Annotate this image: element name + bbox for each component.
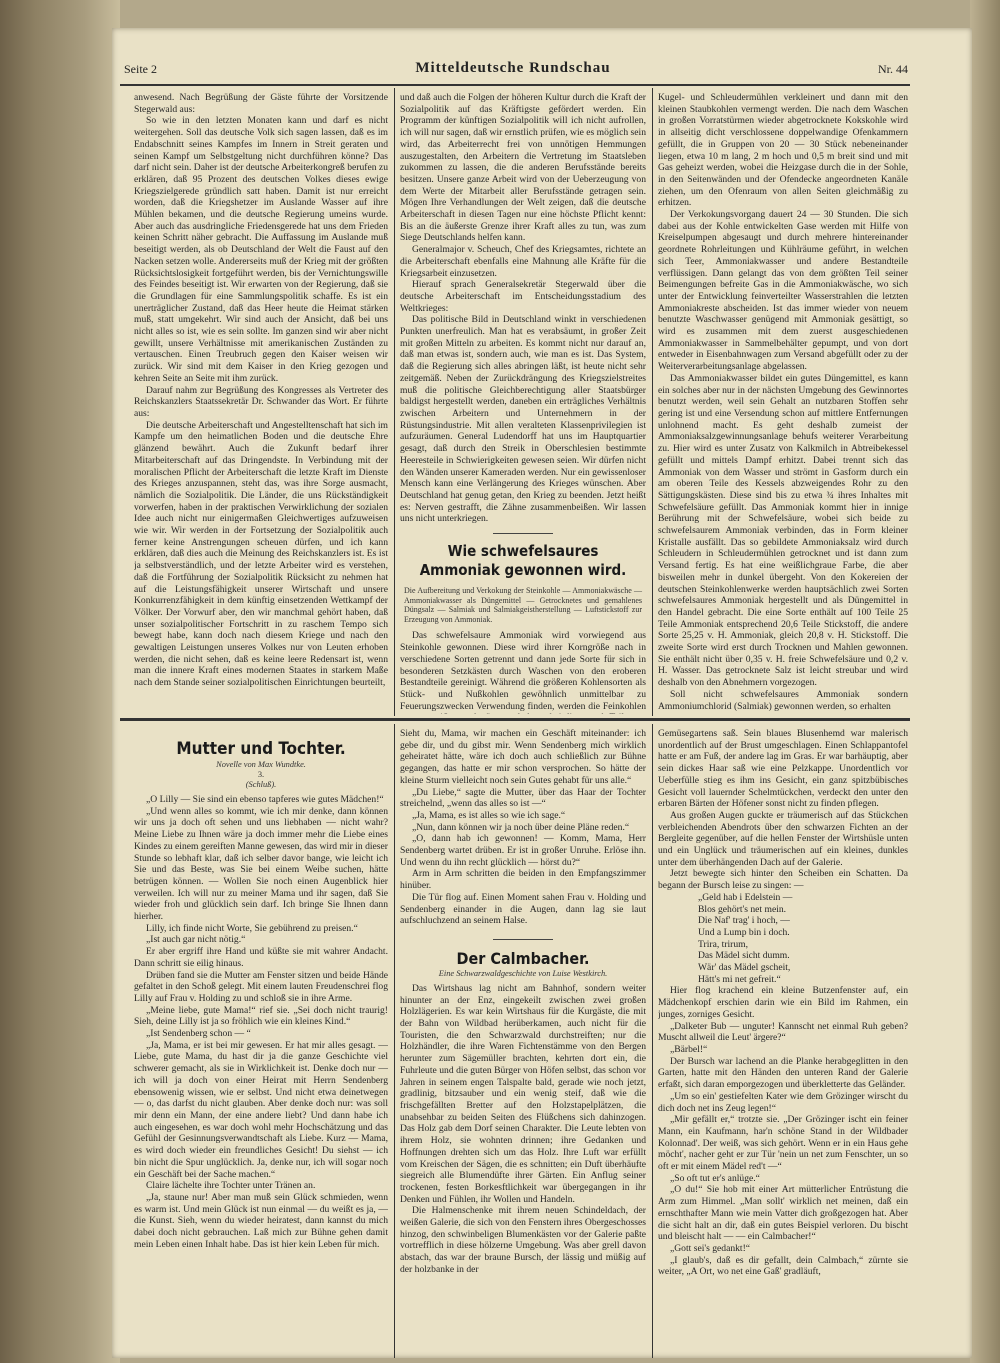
story-title: Der Calmbacher.	[456, 948, 590, 968]
story-subtitle: Eine Schwarzwaldgeschichte von Luise Westkirch.	[438, 968, 608, 978]
poem-line: Blos gehört's net mein.	[698, 903, 787, 915]
paragraph: „Ist auch gar nicht nötig.“	[146, 934, 246, 946]
paragraph: Das schwefelsaure Ammoniak wird vorwiegend aus Steinkohle gewonnen. Diese wird ihrer Korngröße nach in verschiedene Sorten getrennt und dann jede Sorte für sich in besonderen Setzkästen durch Waschen von den eroberen Bestandteile gereinigt. Während die größeren Kohlensorten als Stück- und Nußkohlen gewöhnlich unmittelbar zu Feuerungszwecken Verwendung finden, werden die Feinkohlen	[400, 630, 646, 712]
paragraph: und daß auch die Folgen der höheren Kultur durch die Kraft der Sozialpolitik auf das Kräftigste gefördert werden. Ein Programm der künftigen Sozialpolitik will ich nicht aufrollen, ich will nur sagen, daß wir ernstlich prüfen, wie es möglich sein wird, das Arbeiterrecht frei von unnötigen Hemmungen auszugestalten, den Arbeitern die Vertretung im Staatsleben zukommen zu lassen, die die anderen Berufsstände bereits besitzen. Unsere ganze Arbeit wird von der Ueberzeugung von dem Werte der Mitarbeit aller Berufsstände getragen sein. Mögen Ihre Verhandlungen der Welt zeigen, daß die deutsche Arbeiterschaft in diesen Tagen nur eine höchste Pflicht kennt: Bis an die äußerste Grenze ihrer Kraft alles zu tun, was zum Siege Deutschlands helfen kann.	[400, 92, 646, 244]
paragraph: „Dalketer Bub — unguter! Kannscht net einmal Ruh geben? Muscht allweil die Leut' ärgere?“	[658, 1020, 908, 1044]
story-note: (Schluß).	[245, 780, 277, 789]
poem-line: Die Naf' trag' i hoch, —	[698, 915, 790, 927]
paragraph: Die Tür flog auf. Einen Moment sahen Frau v. Holding und Sendenberg einander in die Augen, dann lag sie laut aufschluchzend an seinem Halse.	[400, 891, 646, 927]
paragraph: Die Halmenschenke mit ihrem neuen Schindeldach, der weißen Galerie, die sich von den Fenstern ihres Obergeschosses hinzog, den schwinbeligen Blumenkästen vor der Galerie paßte vortrefflich in diese hölzerne Umgebung. Was aber grell davon abstach, das war der braune Bursch, der lässig und müßig auf der holzbanke in der	[400, 1205, 646, 1275]
paragraph: „Ja, Mama, es ist alles so wie ich sage.“	[412, 809, 566, 821]
paragraph: „Gott sei's gedankt!“	[670, 1242, 751, 1254]
paragraph: Drüben fand sie die Mutter am Fenster sitzen und beide Hände gefaltet in den Schoß gelegt. Mit einem lauten Freudenschrei flog Lilly auf Frau v. Holding zu und schloß sie in ihre Arme.	[134, 969, 388, 1004]
paragraph: Gemüsegartens saß. Sein blaues Blusenhemd war malerisch unordentlich auf der Brust umgeschlagen. Einen Schlappantofel hatte er am Fuß, der andere lag im Gras. Er war barhäuptig, aber sein dickes Haar saß wie eine Pelzkappe. Unordentlich vor Ueberfülle stieg es ihm ins Gesicht, ein ganz spitzbübisches Gesicht voll lauernder Schelmtückchen, verdeckt den unter den erbaren Bärten der Höfener sonst nicht zu finden pflegen.	[658, 728, 908, 810]
paragraph: „Mir gefällt er,“ trotzte sie. „Der Grözinger ischt ein feiner Mann, ein Kaufmann, har'n schöne Stand in der Wildbader Kolonnad'. Der weiß, was sich gehört. Wenn er in ein Haus gehe möcht', nacher geht er zur Tür 'nein un net zum Fenschter, un so oft er mit einem Mädel red't —“	[658, 1114, 908, 1173]
article-separator	[493, 533, 553, 534]
paragraph: Soll nicht schwefelsaures Ammoniak sondern Ammoniumchlorid (Salmiak) gewonnen werden, so erhalten	[658, 688, 908, 712]
poem-line: Und a Lump bin i doch.	[698, 926, 790, 938]
paragraph: Jetzt bewegte sich hinter den Scheiben ein Schatten. Da begann der Bursch leise zu singen: —	[658, 868, 908, 892]
paragraph: So wie in den letzten Monaten kann und darf es nicht weitergehen. Soll das deutsche Volk sich sagen lassen, daß es im Endabschnitt seines Kampfes im Innern in Streit geraten und seinen Kampf um Selbstgeltung nicht durchführen könne? Das darf nicht sein. Daher ist der deutsche Arbeiterkongreß berufen zu erklären, daß 95 Prozent des deutschen Volkes dieses ewige Kriegszielgerede gründlich satt haben. Damit ist nur erreicht worden, daß die Kriegshetzer im Auslande Wasser auf ihre Mühlen bekamen, und die deutsche Regierung umeins wurde. Aber auch das ausdringliche Friedensgerede hat uns dem Frieden keinen Schritt näher gebracht. Die Auffassung im Auslande muß beseitigt werden, als ob Deutschland der Welt die Faust auf den Nacken setzen wolle. Andererseits muß der Krieg mit der größten Rücksichtslosigkeit fortgeführt werden, bis der Vernichtungswille des Feindes beseitigt ist. Wir erwarten von der Regierung, daß sie die Grundlagen für eine Sammlungspolitik schaffe. Es ist ein unerträglicher Zustand, daß das Heer heute die Heimat stärken muß, statt umgekehrt. Wir sind auch der Ansicht, daß bei uns nicht alles so ist, wie es sein sollte. Im ganzen sind wir aber nicht gewillt, unsere Verhältnisse mit amerikanischen Zuständen zu vertauschen. Einen Treubruch gegen den Kaiser weisen wir zurück. Wir sind mit dem Kaiser in den Krieg gezogen und kehren Seite an Seite mit ihm zurück.	[134, 115, 388, 384]
article-title: Wie schwefelsaures Ammoniak gewonnen wird.	[419, 542, 627, 580]
paragraph: Das Ammoniakwasser bildet ein gutes Düngemittel, es kann ein solches aber nur in der nächsten Umgebung des Gewinnortes benutzt werden, weil sein Gehalt an nutzbaren Stoffen sehr gering ist und eine Versendung schon auf mittlere Entfernungen unlohnend macht. Es geht deshalb zumeist der Ammoniaksalzgewinnungsanlage behufs weiterer Verarbeitung zu. Hier wird es unter Zusatz von Kalkmilch in Abtreibekessel gefüllt und mittels Dampf erhitzt. Dabei trennt sich das Ammoniak von dem Wasser und strömt in Gasform durch ein am oberen Teile des Kessels abzweigendes Rohr zu den Sättigungskästen. Diese sind bis zu etwa ¾ ihres Inhaltes mit Schwefelsäure gefüllt. Das Ammoniak kommt hier in innige Berührung mit der Schwefelsäure, wobei sich beide zu schwefelsaurem Ammoniak verbinden, das in Form kleiner Kristalle ausfällt. Das so gebildete Ammoniaksalz wird durch Schleudern in Schleudermühlen getrocknet und ist dann zum Versand fertig. Es hat eine weißlichgraue Farbe, die aber bisweilen mehr in dunkel übergeht. Von den Kokereien der deutschen Steinkohlenwerke werden hauptsächlich zwei Sorten schwefelsaures Ammoniak hergestellt und als Düngemittel in den Handel gebracht. Die eine Sorte enthält auf 100 Teile 25 Teile Ammoniak entsprechend 20,6 Teile Stickstoff, die andere Sorte 25,25 v. H. Ammoniak, gleich 20,8 v. H. Stickstoff. Die zweite Sorte wird erst durch Trocknen und Mahlen gewonnen. Sie enthält nicht über 0,35 v. H. freie Schwefelsäure und 0,2 v. H. Wasser. Das getrocknete Salz ist leicht streubar und wird deshalb von den Abnehmern vorgezogen.	[658, 372, 908, 689]
header-rule	[120, 84, 910, 86]
poem-line: Wär' das Mädel gscheit,	[698, 962, 791, 974]
paragraph: Hier flog krachend ein kleine Butzenfenster auf, ein Mädchenkopf erschien darin wie ein Bild im Rahmen, ein junges, zorniges Gesicht.	[658, 985, 908, 1020]
paragraph: Kugel- und Schleudermühlen verkleinert und dann mit den kleinen Staubkohlen vermengt werden. Die nach dem Waschen in großen Vorratstürmen wieder abgetrocknete Kokskohle wird in allseitig dicht verschlossene doppelwandige Ofenkammern gefüllt, die in Gruppen von 20 — 30 Stück nebeneinander liegen, etwa 10 m lang, 2 m hoch und 0,5 m breit sind und mit Gas geheizt werden, wobei die Heizgase durch die in der Sohle, in den Seitenwänden und der Ofendecke angeordneten Kanäle ziehen, um den Ofenraum von allen Seiten gleichmäßig zu erhitzen.	[658, 92, 908, 209]
bottom-column-2	[400, 728, 646, 1356]
poem-line: Hätt's mi net gefreit.“	[698, 973, 781, 985]
poem-line: „Geld hab i Edelstein —	[698, 891, 793, 903]
paragraph: Darauf nahm zur Begrüßung des Kongresses als Vertreter des Reichskanzlers Staatssekretär Dr. Schwander das Wort. Er führte aus:	[134, 384, 388, 419]
poem-line: Trira, trirum,	[698, 938, 749, 950]
bottom-column-1	[134, 728, 388, 1356]
story-part: 3.	[257, 770, 265, 779]
story-title: Mutter und Tochter.	[176, 739, 346, 759]
article-separator	[493, 939, 553, 940]
poem-line: Das Mädel sicht dumm.	[698, 950, 790, 962]
paragraph: „Ja, Mama, er ist bei mir gewesen. Er hat mir alles gesagt. — Liebe, gute Mama, du hast dir ja die ganze Geschichte viel schwerer gemacht, als sie in Wirklichkeit ist. Denke doch nur — ich will ja doch von einer Heirat mit Herrn Sendenberg ebensowenig wissen, wie er selbst. Und nicht etwa deinetwegen — o, das darfst du nicht glauben. Aber denke doch nur: was soll mir denn ein Mann, der eine andere liebt? Und dann habe ich auch eingesehen, es war doch wohl mehr Hochschätzung und das Gefühl der Gesinnungsverwandtschaft als Liebe. Kurz — Mama, es wird doch wieder ein freundliches Gesicht! Du siehst — ich bin nicht die Spur unglücklich. Ja, denke nur, ich will sogar noch ein Geschäft bei der Sache machen.“	[134, 1039, 388, 1180]
paragraph: „Und wenn alles so kommt, wie ich mir denke, dann können wir uns ja doch oft sehen und uns liebhaben — nicht wahr? Meine Liebe zu Ihnen wäre ja doch immer mehr die Liebe eines Kindes zu einem gereiften Manne gewesen, das wird mir in dieser Stunde so lebhaft klar, daß ich selber davor bange, wie leicht ich Sie und das Beste, was Sie bei einem Weibe suchen, hätte betrügen können. — Wollen Sie noch einen Augenblick hier verweilen. Ich will nur zu meiner Mama und ihr sagen, daß Sie wieder froh und glücklich sein darf. Ich bringe Sie Ihnen dann hierher.	[134, 805, 388, 923]
column-divider	[394, 724, 395, 1358]
section-rule	[120, 718, 910, 721]
paragraph: Er aber ergriff ihre Hand und küßte sie mit wahrer Andacht. Dann schritt sie eilig hinaus.	[134, 946, 388, 969]
paragraph: Arm in Arm schritten die beiden in den Empfangszimmer hinüber.	[400, 868, 646, 892]
paragraph: „Nun, dann können wir ja noch über deine Pläne reden.“	[412, 821, 630, 833]
paragraph: anwesend. Nach Begrüßung der Gäste führte der Vorsitzende Stegerwald aus:	[134, 92, 388, 115]
paragraph: Generalmajor v. Scheuch, Chef des Kriegsamtes, richtete an die Arbeiterschaft ebenfalls eine Mahnung alle Kräfte für die Kriegsarbeit einzusetzen.	[400, 244, 646, 279]
page-edge	[970, 0, 1000, 1363]
column-divider	[394, 88, 395, 716]
paragraph: „O Lilly — Sie sind ein ebenso tapferes wie gutes Mädchen!“	[146, 794, 384, 805]
paragraph: „Um so ein' gestiefelten Kater wie dem Grözinger wirscht du dich doch net ins Zeug legen!“	[658, 1090, 908, 1114]
page-number: Seite 2	[124, 62, 157, 76]
book-binding	[0, 0, 120, 1363]
story-subtitle: Novelle von Max Wundtke.	[216, 760, 306, 769]
paragraph: „Du Liebe,“ sagte die Mutter, über das Haar der Tochter streichelnd, „wenn das alles so ist —“	[400, 786, 646, 810]
top-column-1	[134, 92, 388, 714]
paragraph: „Meine liebe, gute Mama!“ rief sie. „Sei doch nicht traurig! Sieh, deine Lilly ist ja so fröhlich wie ein kleines Kind.“	[134, 1004, 388, 1028]
column-divider	[652, 724, 653, 1358]
paragraph: Das politische Bild in Deutschland winkt in verschiedenen Punkten unerfreulich. Man hat es verabsäumt, in großer Zeit mit großen Mitteln zu arbeiten. Es kommt nicht nur darauf an, daß man etwas ist, sondern auch, wie man es ist. Das System, daß die Regierung sich alles abringen läßt, ist heute nicht sehr zeitgemäß. Neben der Zurückdrängung des Kriegszielstreites muß die politische Gleichberechtigung aller Staatsbürger baldigst hergestellt werden, daneben ein erträgliches Verhältnis zwischen Arbeitern und Unternehmern in der Rüstungsindustrie. Mit allen veralteten Klassenprivilegien ist aufzuräumen. General Ludendorff hat uns im Hauptquartier gesagt, daß durch den Streik in Oberschlesien bestimmte Heeresteile in Schwierigkeiten gewesen seien. Wir dürfen nicht den Wänden unserer Kameraden werden. Nur ein gewissenloser Mensch kann eine Verlängerung des Krieges wünschen. Aber Deutschland hat genug getan, den Krieg zu beenden. Jetzt heißt es: Nerven gestrafft, die Zähne zusammenbeißen. Wir lassen uns nicht unterkriegen.	[400, 314, 646, 525]
paragraph: „I glaub's, daß es dir gefallt, dein Calmbach,“ zürnte sie weiter, „A Ort, wo net eine Gaß' gradläuft,	[658, 1254, 908, 1278]
top-column-2	[400, 92, 646, 714]
paragraph: Der Verkokungsvorgang dauert 24 — 30 Stunden. Die sich dabei aus der Kohle entwickelten Gase werden mit Hilfe von Kreiselpumpen abgesaugt und durch mehrere hintereinander geordnete Rohrleitungen und Kühlräume geführt, in welchen sich Teer, Ammoniakwasser und andere Bestandteile verflüssigen. Dann gelangt das von dem größten Teil seiner Beimengungen befreite Gas in die Ammoniakwäsche, wo sich unter der Entwicklung feinverteilter Wasserstrahlen die letzten Ammoniakreste abscheiden. Ist das immer wieder von neuem benutzte Waschwasser genügend mit Ammoniak gesättigt, so wird es zusammen mit dem zuerst ausgeschiedenen Ammoniakwasser in Sammelbehälter gepumpt, und von dort entweder in Eisenbahnwagen zum Versand abgefüllt oder zu der Weiterverarbeitungsanlage abgelassen.	[658, 209, 908, 373]
issue-number: Nr. 44	[878, 62, 908, 76]
paragraph: Sieht du, Mama, wir machen ein Geschäft miteinander: ich gebe dir, und du gibst mir. Wenn Sendenberg mich wirklich geheiratet hätte, wäre ich doch auch schließlich zur Bühne gegangen, das hatte er mir schon versprochen. So hätte der kleine Sturm vielleicht noch sein Gutes gehabt für uns alle.“	[400, 728, 646, 786]
paragraph: „O du!“ Sie hob mit einer Art mütterlicher Entrüstung die Arm zum Himmel. „Man sollt' wirklich net meinen, daß ein ernschthafter Mann wie mein Vatter dich großgezogen hat. Aber die sicht halt an dir, daß ein gutes Beispiel verloren. Du bischt und bleischt halt — — ein Calmbacher!“	[658, 1184, 908, 1243]
paragraph: „So oft tut er's anlüge.“	[670, 1172, 760, 1184]
article-lead: Die Aufbereitung und Verkokung der Steinkohle — Ammoniakwäsche — Ammoniakwasser als Düngemittel — Getrocknetes und gemahlenes Düngsalz — Salmiak und Salmiakgeistherstellung — Luftstickstoff zur Erzeugung von Ammoniak.	[404, 586, 642, 624]
paragraph: Hierauf sprach Generalsekretär Stegerwald über die deutsche Arbeiterschaft im Entscheidungsstadium des Weltkrieges:	[400, 279, 646, 314]
paragraph: „Bärbel!“	[670, 1043, 708, 1055]
top-column-3	[658, 92, 908, 714]
paragraph: Die deutsche Arbeiterschaft und Angestelltenschaft hat sich im Kampfe um den heimatlichen Boden und die deutsche Ehre glänzend bewährt. Auch die Zukunft bedarf ihrer Mitarbeiterschaft auf das Dringendste. In Verbindung mit der moralischen Pflicht der Arbeiterschaft die letzte Kraft im Dienste des Krieges anzuspannen, steht das, was ihre Sorge ausmacht, nämlich die Sozialpolitik. Die Länder, die uns Rückständigkeit vorwerfen, haben in der praktischen Verwirklichung der sozialen Idee auch nicht nur einigermaßen Gleichwertiges aufzuweisen wie wir. Wir werden in der Fortsetzung der Sozialpolitik auch ferner keine Anstrengungen scheuen dürfen, und ich kann erklären, daß dies auch die Meinung des Reichskanzlers ist. Es ist ja selbstverständlich, und der letzte Arbeiter wird es verstehen, daß die Fortführung der Sozialpolitik Rücksicht zu nehmen hat auf die Leistungsfähigkeit unserer Wirtschaft und unsere Konkurrenzfähigkeit in dem künftig einsetzenden Wettkampf der Völker. Der Vorwurf aber, den wir manchmal gehört haben, daß unser sozialpolitischer Fortschritt in zu raschem Tempo sich bewegt habe, kann doch nach diesem Kriege und nach den gewaltigen Leistungen unseres Volkes nur von Leuten erhoben werden, die nicht sehen, daß es keine leere Redensart ist, wenn man die innere Kraft eines modernen Staates in starkem Maße nach dem Stande seiner sozialpolitischen Einrichtungen beurteilt,	[134, 419, 388, 689]
paragraph: Aus großen Augen guckte er träumerisch auf das Stückchen verbleichenden Abendrots über den schwarzen Fichten an der Bergleite gegenüber, auf die hellen Fenster der Wirtshüsle unten und ein Unglück und träumerischen auf ein kleines, dunkles unter dem überhängenden Dach auf der Galerie.	[658, 809, 908, 868]
paragraph: Lilly, ich finde nicht Worte, Sie gebührend zu preisen.“	[146, 922, 358, 934]
paragraph: Claire lächelte ihre Tochter unter Tränen an.	[146, 1180, 316, 1192]
paragraph: Der Bursch war lachend an die Planke herabgeglitten in den Garten, hatte mit den Händen den unteren Rand der Galerie erfaßt, sich daran emporgezogen und überkletterte das Geländer.	[658, 1055, 908, 1091]
paragraph: „O, dann hab ich gewonnen! — Komm, Mama, Herr Sendenberg wartet drüben. Er ist in großer Unruhe. Erlöse ihn. Und wenn du ihn recht glücklich — hörst du?“	[400, 833, 646, 868]
bottom-column-3	[658, 728, 908, 1356]
masthead-title: Mitteldeutsche Rundschau	[415, 60, 611, 76]
paragraph: „Ja, staune nur! Aber man muß sein Glück schmieden, wenn es warm ist. Und mein Glück ist nun einmal — du weißt es ja, — die Kunst. Sieh, wenn du wieder heiratest, dann kannst du mich dabei doch nicht gebrauchen. Laß mich zur Bühne gehen damit mein Leben einen Inhalt habe. Das ist hier kein Leben für mich.	[134, 1191, 388, 1250]
paragraph: „Ist Sendenberg schon — “	[146, 1028, 251, 1040]
paragraph: Das Wirtshaus lag nicht am Bahnhof, sondern weiter hinunter an der Enz, eingekeilt zwischen zwei großen Holzlägerien. Es war kein Wirtshaus für die Kurgäste, die mit der Bahn von Wildbad herüberkamen, auch nicht für die Touristen, die den Schwarzwald durchstreiften; nur die Holzhändler, die ihre Waren Fichtenstämme von den Bergen herunter zum Sägemüller brachten, kehrten dort ein, die Fuhrleute und die guten Bürger von Höfen selbst, das schon vor Jahren in seinem engen Talspalte bald, gerade wie noch jetzt, gradlinig, bitzsauber und ein wenig steif, daß wie die frischgefällten Bretter auf den Holzstapelplätzen, die unabsehbar zu beiden Seiten des Flüßchens sich dahinzogen. Das Holz gab dem Dorf seinen Charakter. Die Leute lebten von ihrem Holz, sie wohnten drinnen; ihre Gedanken und Hoffnungen drehten sich um das Holz. Ihre Luft war erfüllt vom Kreischen der Sägen, die es schnitten; ein Duft überhäufte siegreich alle Blumendüfte ihrer Gärten. Ein Anflug seiner trockenen, festen Borkesftlichkeit war übergegangen in ihr Denken und Fühlen, ihr Wollen und Handeln.	[400, 982, 646, 1205]
column-divider	[652, 88, 653, 716]
